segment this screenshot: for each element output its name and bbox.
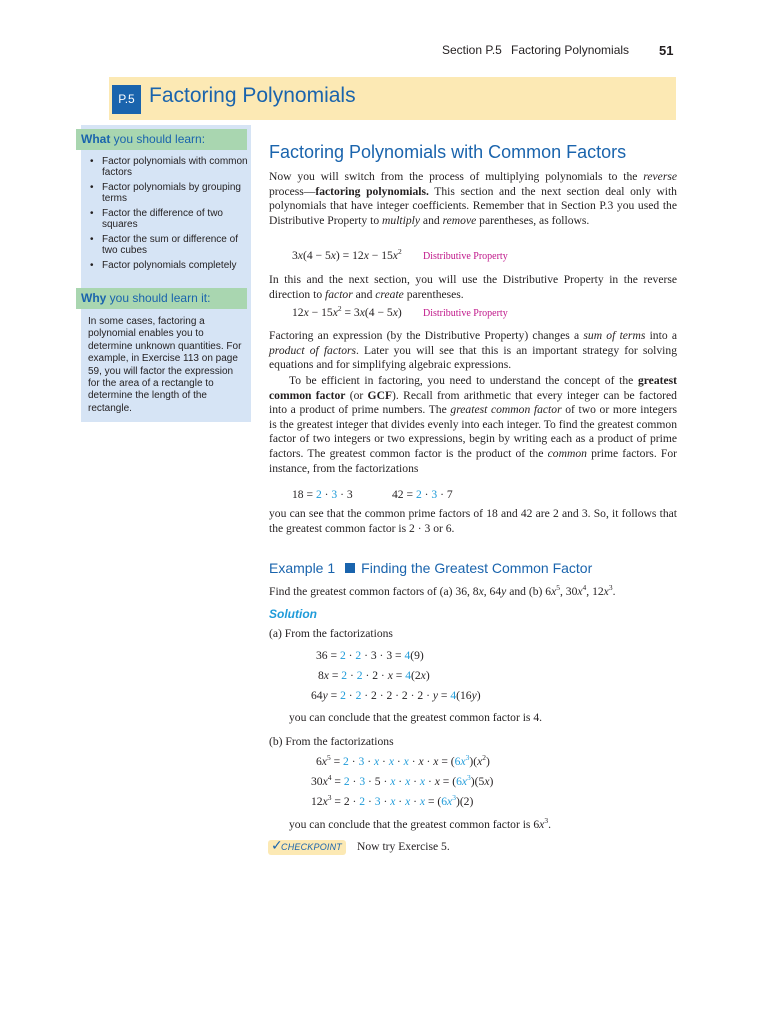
running-head-section: Section P.5 <box>442 43 502 57</box>
why-text: In some cases, factoring a polynomial enables you to determine unknown quantities. For example, in Exercise 113 on page 59, you will factor the expression for the area of a rectangle to determine the length of the rectangle. <box>88 316 242 414</box>
what-heading-rest: you should learn: <box>110 132 206 146</box>
text-run: parentheses, as follows. <box>476 213 590 227</box>
text-run: you can conclude that the greatest common factor is 6 <box>289 818 540 831</box>
text-run: prime factors. For instance, from the factorizations <box>269 446 677 475</box>
factorization-8x: 8x = 2 · 2 · 2 · x = 4(2x) <box>318 669 430 682</box>
what-heading-bold: What <box>81 132 111 146</box>
text-run: reverse <box>643 170 677 183</box>
text-run: parentheses. <box>403 287 464 301</box>
factorization-42: 42 = 2 · 3 · 7 <box>392 488 453 501</box>
text-run: This section and the next section deal only with polynomials that have integer coefficients. Remember that in Section P.3 you used the Distributive Property to <box>269 184 677 227</box>
text-run: process— <box>269 184 316 198</box>
text-run: . Later you will see that this is an important strategy for solving equations and for simplifying algebraic expressions. <box>269 343 677 372</box>
part-b-intro: (b) From the factorizations <box>269 735 394 748</box>
paragraph-2 <box>269 273 677 302</box>
factorization-18: 18 = 2 · 3 · 3 <box>292 488 353 501</box>
text-run: GCF <box>367 388 393 402</box>
text-run: In this and the next section, you will use the Distributive Property in the reverse direction to <box>269 273 677 301</box>
example-prompt: Find the greatest common factors of (a) 36, 8x, 64y and (b) $6x^5$, $30x^4$, $12x^3$. <box>269 583 616 598</box>
main-heading: Factoring Polynomials with Common Factors <box>269 142 627 162</box>
checkpoint-label: CHECKPOINT <box>281 842 343 852</box>
text-run: sum of terms <box>583 329 646 342</box>
factorization-30x4: $30x^4 = 2 \cdot 3 \cdot 5 \cdot x \cdot x \cdot x \cdot x = (6x^3)(5x)$ <box>311 773 494 788</box>
part-b-conclusion: you can conclude that the greatest common factor is $6x^3$. <box>289 816 551 831</box>
list-item: • Factor polynomials with common factors <box>89 156 249 178</box>
example-label: Example 1 <box>269 560 336 576</box>
why-heading-rest: you should learn it: <box>106 291 211 305</box>
text-run: Factoring an expression (by the Distributive Property) changes a <box>269 329 584 342</box>
running-head <box>0 43 768 61</box>
text-run: of two or more integers is the greatest integer that divides evenly into each integer. To find the greatest common factor of two integers or two expressions, begin by writing each as a product of prime factors. The greatest common factor is the product of the <box>269 403 677 460</box>
paragraph-5: you can see that the common prime factors of 18 and 42 are 2 and 3. So, it follows that the greatest common factor is 2 · 3 or 6. <box>269 507 677 535</box>
list-item: • Factor the sum or difference of two cubes <box>89 234 249 256</box>
list-item: • Factor the difference of two squares <box>89 208 249 230</box>
text-run: and <box>352 287 376 301</box>
paragraph-4 <box>269 374 677 476</box>
part-a-intro: (a) From the factorizations <box>269 627 393 640</box>
text-run: product of factors <box>269 343 357 357</box>
why-heading <box>76 288 247 309</box>
solution-label: Solution <box>269 607 317 621</box>
text-run: common <box>547 446 587 460</box>
example-heading <box>269 560 592 576</box>
equation-1: $3x(4 - 5x) = 12x - 15x^2$ <box>292 247 402 262</box>
section-title: Factoring Polynomials <box>149 84 356 107</box>
text-run: and (b) 6 <box>506 585 552 598</box>
checkmark-icon: ✓ <box>271 837 283 853</box>
text-run: To be efficient in factoring, you need to understand the concept of the <box>289 374 638 387</box>
text-run: remove <box>442 213 477 227</box>
text-run: (or <box>345 388 368 402</box>
text-run: create <box>375 287 404 301</box>
text-run: Find the greatest common factors of (a) 36, 8 <box>269 585 479 598</box>
factorization-6x5: $6x^5 = 2 \cdot 3 \cdot x \cdot x \cdot x \cdot x \cdot x = (6x^3)(x^2)$ <box>316 753 490 768</box>
text-run: and <box>420 213 443 227</box>
equation-2-note: Distributive Property <box>423 308 508 319</box>
checkpoint-text: Now try Exercise 5. <box>357 840 450 853</box>
text-run: Now you will switch from the process of multiplying polynomials to the <box>269 170 644 183</box>
factorization-36: 36 = 2 · 2 · 3 · 3 = 4(9) <box>316 649 424 662</box>
page-number: 51 <box>659 43 674 58</box>
list-item: • Factor polynomials by grouping terms <box>89 182 249 204</box>
running-head-title: Factoring Polynomials <box>511 43 630 57</box>
text-run: factor <box>325 287 353 301</box>
part-a-conclusion: you can conclude that the greatest common factor is 4. <box>289 711 543 724</box>
list-item: • Factor polynomials completely <box>89 260 249 271</box>
text-run: factoring polynomials. <box>315 184 429 198</box>
why-heading-bold: Why <box>81 291 107 305</box>
text-run: multiply <box>382 213 421 227</box>
what-list <box>89 156 249 275</box>
text-run: greatest common factor <box>450 403 562 417</box>
example-title: Finding the Greatest Common Factor <box>361 560 593 576</box>
section-badge: P.5 <box>112 85 141 114</box>
text-run: into a <box>645 329 678 342</box>
paragraph-3 <box>269 329 677 373</box>
equation-1-note: Distributive Property <box>423 251 508 262</box>
intro-paragraph <box>269 170 677 228</box>
text-run: greatest common factor <box>269 374 677 402</box>
equation-2: $12x - 15x^2 = 3x(4 - 5x)$ <box>292 304 402 319</box>
factorization-64y: 64y = 2 · 2 · 2 · 2 · 2 · 2 · y = 4(16y) <box>311 689 481 702</box>
text-run: , 64 <box>483 585 502 598</box>
square-icon <box>345 563 355 573</box>
factorization-12x3: $12x^3 = 2 \cdot 2 \cdot 3 \cdot x \cdot x \cdot x = (6x^3)(2)$ <box>311 793 474 808</box>
checkpoint-badge <box>268 837 346 855</box>
text-run: ). Recall from arithmetic that every integer can be factored into a product of prime numbers. The <box>269 388 677 417</box>
what-heading <box>76 129 247 150</box>
